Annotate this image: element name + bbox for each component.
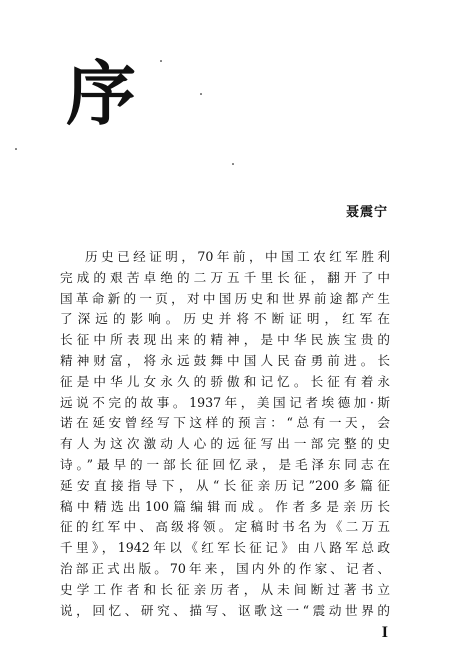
body-line: 诺在延安曾经写下这样的预言：“总有一天，会: [60, 415, 390, 431]
body-line: 说，回忆、研究、描写、讴歌这一“震动世界的: [60, 602, 390, 618]
body-line: 征是中华儿女永久的骄傲和记忆。长征有着永: [60, 373, 390, 389]
body-line: 稿中精选出100篇编辑而成。作者多是亲历长: [60, 498, 390, 514]
body-line: 千里》，1942年以《红军长征记》由八路军总政: [60, 540, 390, 556]
body-line: 了深远的影响。历史并将不断证明，红军在: [60, 311, 390, 327]
page-title: 序: [66, 52, 136, 135]
speck: [15, 148, 17, 150]
body-line: 治部正式出版。70年来，国内外的作家、记者、: [60, 560, 390, 576]
body-line: 精神财富，将永远鼓舞中国人民奋勇前进。长: [60, 352, 390, 368]
body-line: 历史已经证明，70年前，中国工农红军胜利: [85, 249, 390, 264]
page-number: I: [381, 624, 388, 641]
body-line: 完成的艰苦卓绝的二万五千里长征，翻开了中: [60, 269, 390, 285]
body-line: 国革命新的一页，对中国历史和世界前途都产生: [60, 290, 390, 306]
body-line: 延安直接指导下，从“长征亲历记”200多篇征: [60, 477, 390, 493]
body-line: 长征中所表现出来的精神，是中华民族宝贵的: [60, 332, 390, 348]
body-line: 有人为这次激动人心的远征写出一部完整的史: [60, 436, 390, 452]
author-name: 聂震宁: [345, 205, 388, 220]
body-line: 史学工作者和长征亲历者，从未间断过著书立: [60, 581, 390, 597]
body-line: 征的红军中、高级将领。定稿时书名为《二万五: [60, 519, 390, 535]
body-line: 诗。”最早的一部长征回忆录，是毛泽东同志在: [60, 456, 390, 472]
speck: [200, 93, 202, 95]
speck: [232, 163, 234, 165]
body-text: [60, 247, 390, 621]
body-line: 远说不完的故事。1937年，美国记者埃德加·斯: [60, 394, 390, 410]
speck: [160, 60, 162, 62]
